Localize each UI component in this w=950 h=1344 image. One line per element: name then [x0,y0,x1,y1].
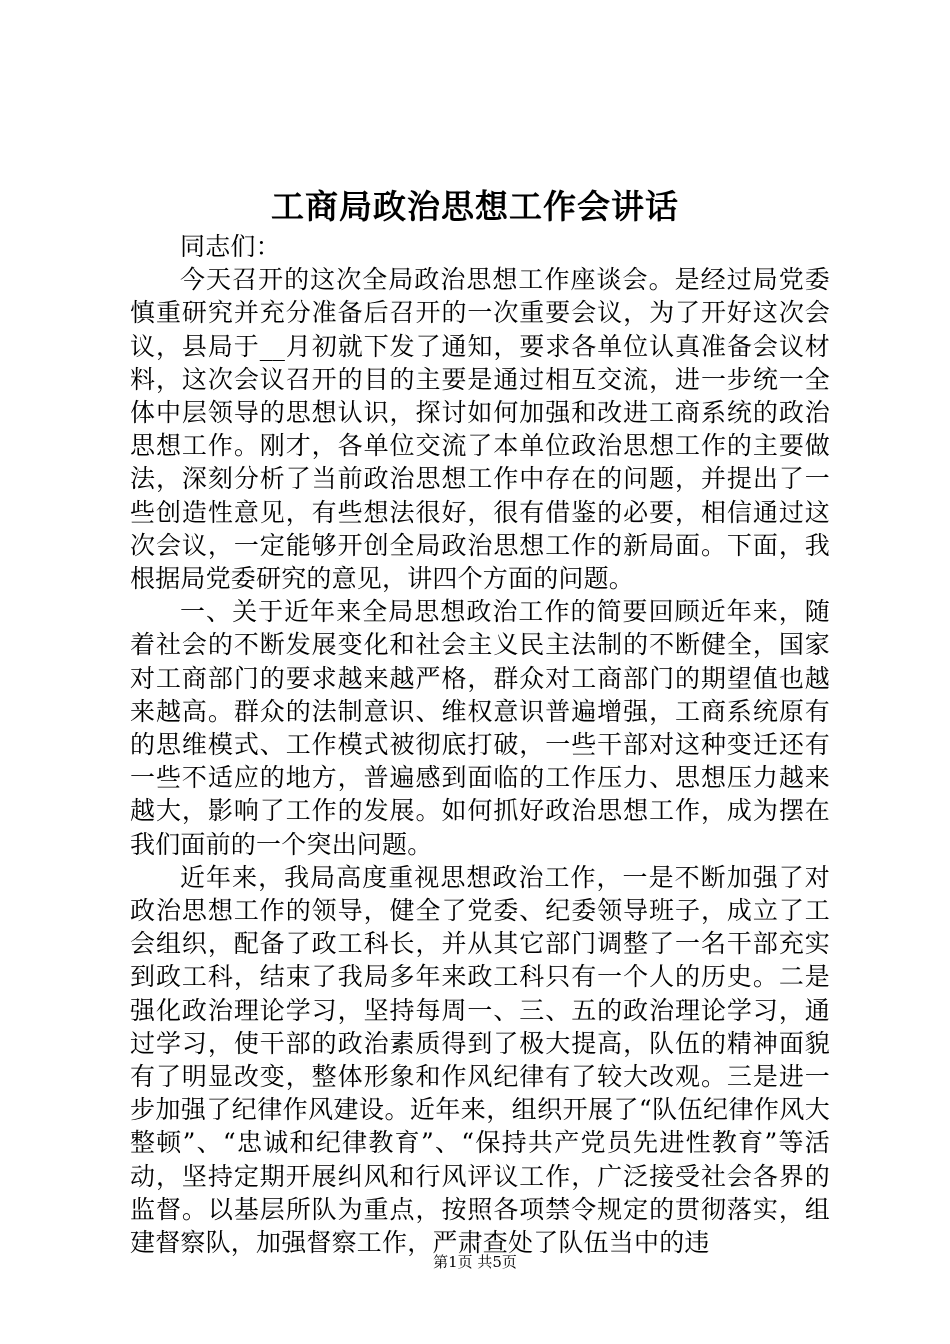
page-number-footer: 第1页 共5页 [433,1253,517,1271]
document-body [130,230,830,1259]
body-paragraph: 一、关于近年来全局思想政治工作的简要回顾近年来，随着社会的不断发展变化和社会主义民主法制的不断健全，国家对工商部门的要求越来越严格，群众对工商部门的期望值也越来越高。群众的法制意识、维权意识普遍增强，工商系统原有的思维模式、工作模式被彻底打破，一些干部对这种变迁还有一些不适应的地方，普遍感到面临的工作压力、思想压力越来越大，影响了工作的发展。如何抓好政治思想工作，成为摆在我们面前的一个突出问题。 [130,597,830,859]
body-paragraph: 今天召开的这次全局政治思想工作座谈会。是经过局党委慎重研究并充分准备后召开的一次重要会议，为了开好这次会议，县局于__月初就下发了通知，要求各单位认真准备会议材料，这次会议召开的目的主要是通过相互交流，进一步统一全体中层领导的思想认识，探讨如何加强和改进工商系统的政治思想工作。刚才，各单位交流了本单位政治思想工作的主要做法，深刻分析了当前政治思想工作中存在的问题，并提出了一些创造性意见，有些想法很好，很有借鉴的必要，相信通过这次会议，一定能够开创全局政治思想工作的新局面。下面，我根据局党委研究的意见，讲四个方面的问题。 [130,265,830,594]
body-paragraph: 近年来，我局高度重视思想政治工作，一是不断加强了对政治思想工作的领导，健全了党委、纪委领导班子，成立了工会组织，配备了政工科长，并从其它部门调整了一名干部充实到政工科，结束了我局多年来政工科只有一个人的历史。二是强化政治理论学习，坚持每周一、三、五的政治理论学习，通过学习，使干部的政治素质得到了极大提高，队伍的精神面貌有了明显改变，整体形象和作风纪律有了较大改观。三是进一步加强了纪律作风建设。近年来，组织开展了“队伍纪律作风大整顿”、“忠诚和纪律教育”、“保持共产党员先进性教育”等活动，坚持定期开展纠风和行风评议工作，广泛接受社会各界的监督。以基层所队为重点，按照各项禁令规定的贯彻落实，组建督察队，加强督察工作，严肃查处了队伍当中的违 [130,862,830,1258]
document-title: 工商局政治思想工作会讲话 [271,187,679,226]
salutation-paragraph: 同志们： [180,232,281,261]
